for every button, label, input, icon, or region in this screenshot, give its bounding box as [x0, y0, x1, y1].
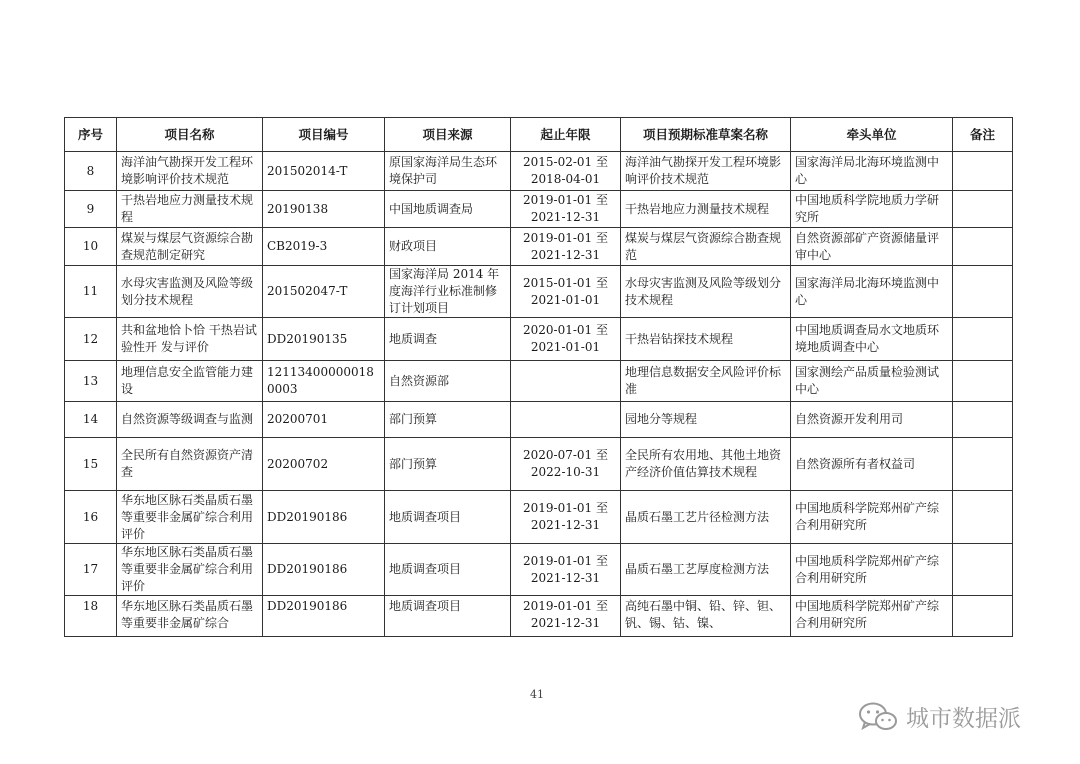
table-row: [65, 152, 1013, 191]
cell-no: [65, 228, 117, 266]
cell-project-name: [117, 228, 263, 266]
cell-draft-name-text: 高纯石墨中铜、铅、锌、钽、钒、锡、钴、镍、: [625, 599, 782, 630]
cell-period: [511, 266, 621, 318]
cell-project-name-text: 全民所有自然资源资产清查: [121, 448, 254, 479]
period-start: 2015-02-01 至: [522, 155, 608, 169]
cell-draft-name-text: 晶质石墨工艺厚度检测方法: [625, 562, 770, 576]
cell-project-source-text: 原国家海洋局生态环境保护司: [389, 155, 498, 186]
cell-project-name: [117, 191, 263, 228]
cell-project-source-text: 地质调查项目: [389, 509, 462, 524]
cell-project-name-text: 华东地区脉石类晶质石墨等重要非金属矿综合利用评价: [121, 545, 254, 593]
cell-project-code: [263, 491, 385, 544]
cell-project-name: [117, 152, 263, 191]
cell-lead-unit-text: 中国地质科学院郑州矿产综合利用研究所: [795, 501, 940, 532]
cell-draft-name-text: 水母灾害监测及风险等级划分技术规程: [625, 275, 782, 307]
cell-period: [511, 596, 621, 637]
cell-project-source: [385, 596, 511, 637]
cell-draft-name-text: 全民所有农用地、其他土地资产经济价值估算技术规程: [625, 448, 782, 479]
page-number: 41: [530, 688, 544, 701]
cell-project-code-text: 201502047-T: [267, 284, 348, 298]
table-row: [65, 191, 1013, 228]
cell-project-code-text: 20190138: [267, 201, 329, 216]
cell-draft-name-text: 干热岩钻探技术规程: [625, 331, 734, 346]
cell-project-code-text: 20200701: [267, 412, 329, 426]
header-project-code: 项目编号: [263, 118, 385, 152]
cell-project-source: [385, 438, 511, 491]
cell-project-code: [263, 361, 385, 402]
period-start: 2015-01-01 至: [522, 275, 608, 290]
period-start: 2020-07-01 至: [522, 448, 608, 462]
period-end: 2021-01-01: [530, 292, 601, 307]
cell-project-name: [117, 361, 263, 402]
cell-project-source-text: 部门预算: [389, 412, 438, 426]
cell-project-name: [117, 596, 263, 637]
cell-lead-unit: [791, 228, 953, 266]
period-start: 2020-01-01 至: [522, 323, 608, 337]
cell-period: [511, 491, 621, 544]
cell-project-name: [117, 266, 263, 318]
cell-no-text: 10: [82, 239, 99, 253]
table-row: [65, 438, 1013, 491]
cell-project-source: [385, 228, 511, 266]
cell-project-code-text: 201502014-T: [267, 163, 348, 178]
cell-project-code: [263, 402, 385, 438]
cell-draft-name-text: 地理信息数据安全风险评价标准: [625, 365, 782, 396]
cell-no: [65, 318, 117, 361]
table-row: [65, 544, 1013, 596]
cell-lead-unit-text: 自然资源所有者权益司: [795, 456, 916, 471]
cell-note: [953, 266, 1013, 318]
cell-no: [65, 152, 117, 191]
watermark: [858, 700, 1021, 733]
period-end: 2021-12-31: [530, 570, 601, 585]
cell-project-name-text: 海洋油气勘探开发工程环境影响评价技术规范: [121, 155, 254, 186]
cell-draft-name: [621, 491, 791, 544]
header-lead-unit: 牵头单位: [791, 118, 953, 152]
cell-project-name: [117, 491, 263, 544]
cell-project-code: [263, 318, 385, 361]
cell-project-source: [385, 152, 511, 191]
cell-project-source: [385, 544, 511, 596]
cell-lead-unit-text: 中国地质科学院郑州矿产综合利用研究所: [795, 599, 940, 630]
header-period: 起止年限: [511, 118, 621, 152]
cell-project-source-text: 财政项目: [389, 239, 438, 253]
cell-project-name-text: 华东地区脉石类晶质石墨等重要非金属矿综合利用评价: [121, 492, 254, 541]
cell-no: [65, 438, 117, 491]
cell-no: [65, 361, 117, 402]
period-start: 2019-01-01 至: [522, 230, 608, 245]
cell-period: [511, 361, 621, 402]
cell-project-code: [263, 152, 385, 191]
cell-project-code-text: DD20190186: [267, 599, 348, 613]
cell-draft-name-text: 煤炭与煤层气资源综合勘查规范: [625, 230, 782, 262]
cell-lead-unit-text: 国家海洋局北海环境监测中心: [795, 155, 940, 186]
cell-no-text: 15: [82, 456, 99, 471]
wechat-icon: [858, 701, 898, 733]
cell-project-source-text: 国家海洋局 2014 年度海洋行业标准制修订计划项目: [389, 267, 500, 315]
cell-no-text: 18: [82, 599, 99, 613]
cell-lead-unit: [791, 191, 953, 228]
cell-no: [65, 402, 117, 438]
cell-no-text: 14: [82, 412, 99, 426]
cell-project-name-text: 干热岩地应力测量技术规程: [121, 193, 254, 224]
header-project-source: 项目来源: [385, 118, 511, 152]
table-row: [65, 266, 1013, 318]
cell-note: [953, 491, 1013, 544]
cell-no: [65, 491, 117, 544]
cell-project-name-text: 共和盆地恰卜恰 干热岩试验性开 发与评价: [121, 323, 257, 354]
period-start: 2019-01-01 至: [522, 599, 608, 613]
cell-draft-name: [621, 152, 791, 191]
cell-lead-unit: [791, 596, 953, 637]
cell-no: [65, 266, 117, 318]
cell-period: [511, 544, 621, 596]
cell-project-code: [263, 191, 385, 228]
cell-draft-name-text: 海洋油气勘探开发工程环境影响评价技术规范: [625, 155, 782, 186]
header-draft-name: 项目预期标准草案名称: [621, 118, 791, 152]
table-row: [65, 318, 1013, 361]
cell-lead-unit-text: 自然资源部矿产资源储量评审中心: [795, 230, 940, 262]
cell-lead-unit-text: 中国地质科学院地质力学研究所: [795, 193, 940, 224]
cell-note: [953, 228, 1013, 266]
cell-lead-unit: [791, 438, 953, 491]
cell-lead-unit: [791, 361, 953, 402]
cell-draft-name: [621, 266, 791, 318]
cell-note: [953, 152, 1013, 191]
cell-period: [511, 228, 621, 266]
header-no: 序号: [65, 118, 117, 152]
cell-project-code-text: DD20190186: [267, 509, 348, 524]
cell-draft-name: [621, 361, 791, 402]
cell-period: [511, 152, 621, 191]
cell-project-source-text: 中国地质调查局: [389, 201, 474, 216]
cell-project-source-text: 部门预算: [389, 456, 438, 471]
cell-note: [953, 596, 1013, 637]
cell-no-text: 8: [86, 163, 95, 178]
cell-draft-name-text: 园地分等规程: [625, 412, 698, 426]
table-row: [65, 228, 1013, 266]
period-end: 2021-12-31: [530, 518, 601, 532]
period-end: 2021-12-31: [530, 210, 601, 224]
cell-period: [511, 191, 621, 228]
standards-table: [64, 117, 1013, 637]
cell-lead-unit: [791, 544, 953, 596]
cell-project-code: [263, 228, 385, 266]
cell-project-source: [385, 191, 511, 228]
period-end: 2021-01-01: [530, 340, 601, 354]
cell-project-code: [263, 544, 385, 596]
period-end: 2021-12-31: [530, 247, 601, 262]
cell-no-text: 17: [82, 562, 99, 576]
cell-draft-name: [621, 402, 791, 438]
cell-lead-unit-text: 中国地质科学院郑州矿产综合利用研究所: [795, 553, 940, 585]
cell-note: [953, 361, 1013, 402]
cell-project-source: [385, 361, 511, 402]
cell-no: [65, 544, 117, 596]
cell-project-source: [385, 491, 511, 544]
cell-project-name: [117, 402, 263, 438]
cell-lead-unit: [791, 266, 953, 318]
cell-project-name-text: 水母灾害监测及风险等级划分技术规程: [121, 275, 254, 307]
cell-project-code-text: 20200702: [267, 456, 329, 471]
table-row: [65, 361, 1013, 402]
cell-project-code-text: CB2019-3: [267, 239, 328, 253]
cell-no-text: 13: [82, 373, 99, 388]
table-body: [65, 152, 1013, 637]
cell-project-name: [117, 544, 263, 596]
cell-period: [511, 438, 621, 491]
cell-note: [953, 544, 1013, 596]
cell-project-name-text: 地理信息安全监管能力建设: [121, 365, 254, 396]
watermark-text: 城市数据派: [906, 706, 1021, 732]
cell-lead-unit: [791, 402, 953, 438]
cell-lead-unit: [791, 318, 953, 361]
cell-project-code-text: DD20190186: [267, 562, 348, 576]
cell-project-code: [263, 596, 385, 637]
cell-no-text: 16: [82, 509, 99, 524]
period-end: 2018-04-01: [530, 172, 601, 186]
cell-project-code-text: 121134000000180003: [267, 365, 374, 396]
cell-project-code: [263, 266, 385, 318]
period-start: 2019-01-01 至: [522, 193, 608, 207]
header-project-name: 项目名称: [117, 118, 263, 152]
cell-no: [65, 596, 117, 637]
cell-no-text: 12: [82, 331, 99, 346]
cell-note: [953, 438, 1013, 491]
table-header-row: [65, 118, 1013, 152]
cell-project-source-text: 地质调查项目: [389, 562, 462, 576]
period-end: 2021-12-31: [530, 616, 601, 630]
cell-lead-unit: [791, 152, 953, 191]
period-end: 2022-10-31: [530, 465, 601, 479]
cell-draft-name: [621, 228, 791, 266]
cell-project-code: [263, 438, 385, 491]
cell-lead-unit-text: 国家海洋局北海环境监测中心: [795, 275, 940, 307]
cell-lead-unit-text: 国家测绘产品质量检验测试中心: [795, 365, 940, 396]
cell-project-source: [385, 402, 511, 438]
cell-project-name-text: 华东地区脉石类晶质石墨等重要非金属矿综合: [121, 599, 254, 630]
cell-period: [511, 318, 621, 361]
table-row: [65, 402, 1013, 438]
cell-project-name-text: 煤炭与煤层气资源综合勘查规范制定研究: [121, 230, 254, 262]
cell-note: [953, 318, 1013, 361]
cell-project-code-text: DD20190135: [267, 331, 348, 346]
cell-no-text: 11: [82, 284, 99, 298]
cell-project-source: [385, 318, 511, 361]
cell-project-source-text: 自然资源部: [389, 373, 450, 388]
cell-note: [953, 191, 1013, 228]
header-note: 备注: [953, 118, 1013, 152]
cell-project-source: [385, 266, 511, 318]
table-row: [65, 596, 1013, 637]
cell-draft-name: [621, 596, 791, 637]
cell-lead-unit-text: 中国地质调查局水文地质环境地质调查中心: [795, 323, 940, 354]
cell-project-source-text: 地质调查: [389, 331, 438, 346]
cell-project-name-text: 自然资源等级调查与监测: [121, 412, 254, 426]
cell-period: [511, 402, 621, 438]
cell-lead-unit: [791, 491, 953, 544]
cell-draft-name: [621, 438, 791, 491]
cell-draft-name: [621, 191, 791, 228]
cell-note: [953, 402, 1013, 438]
cell-project-name: [117, 318, 263, 361]
cell-no-text: 9: [86, 201, 95, 216]
period-start: 2019-01-01 至: [522, 501, 608, 515]
cell-draft-name: [621, 544, 791, 596]
period-start: 2019-01-01 至: [522, 553, 608, 568]
table-row: [65, 491, 1013, 544]
cell-draft-name: [621, 318, 791, 361]
cell-no: [65, 191, 117, 228]
cell-lead-unit-text: 自然资源开发利用司: [795, 412, 904, 426]
cell-project-name: [117, 438, 263, 491]
cell-draft-name-text: 晶质石墨工艺片径检测方法: [625, 509, 770, 524]
cell-draft-name-text: 干热岩地应力测量技术规程: [625, 201, 770, 216]
cell-project-source-text: 地质调查项目: [389, 599, 462, 613]
